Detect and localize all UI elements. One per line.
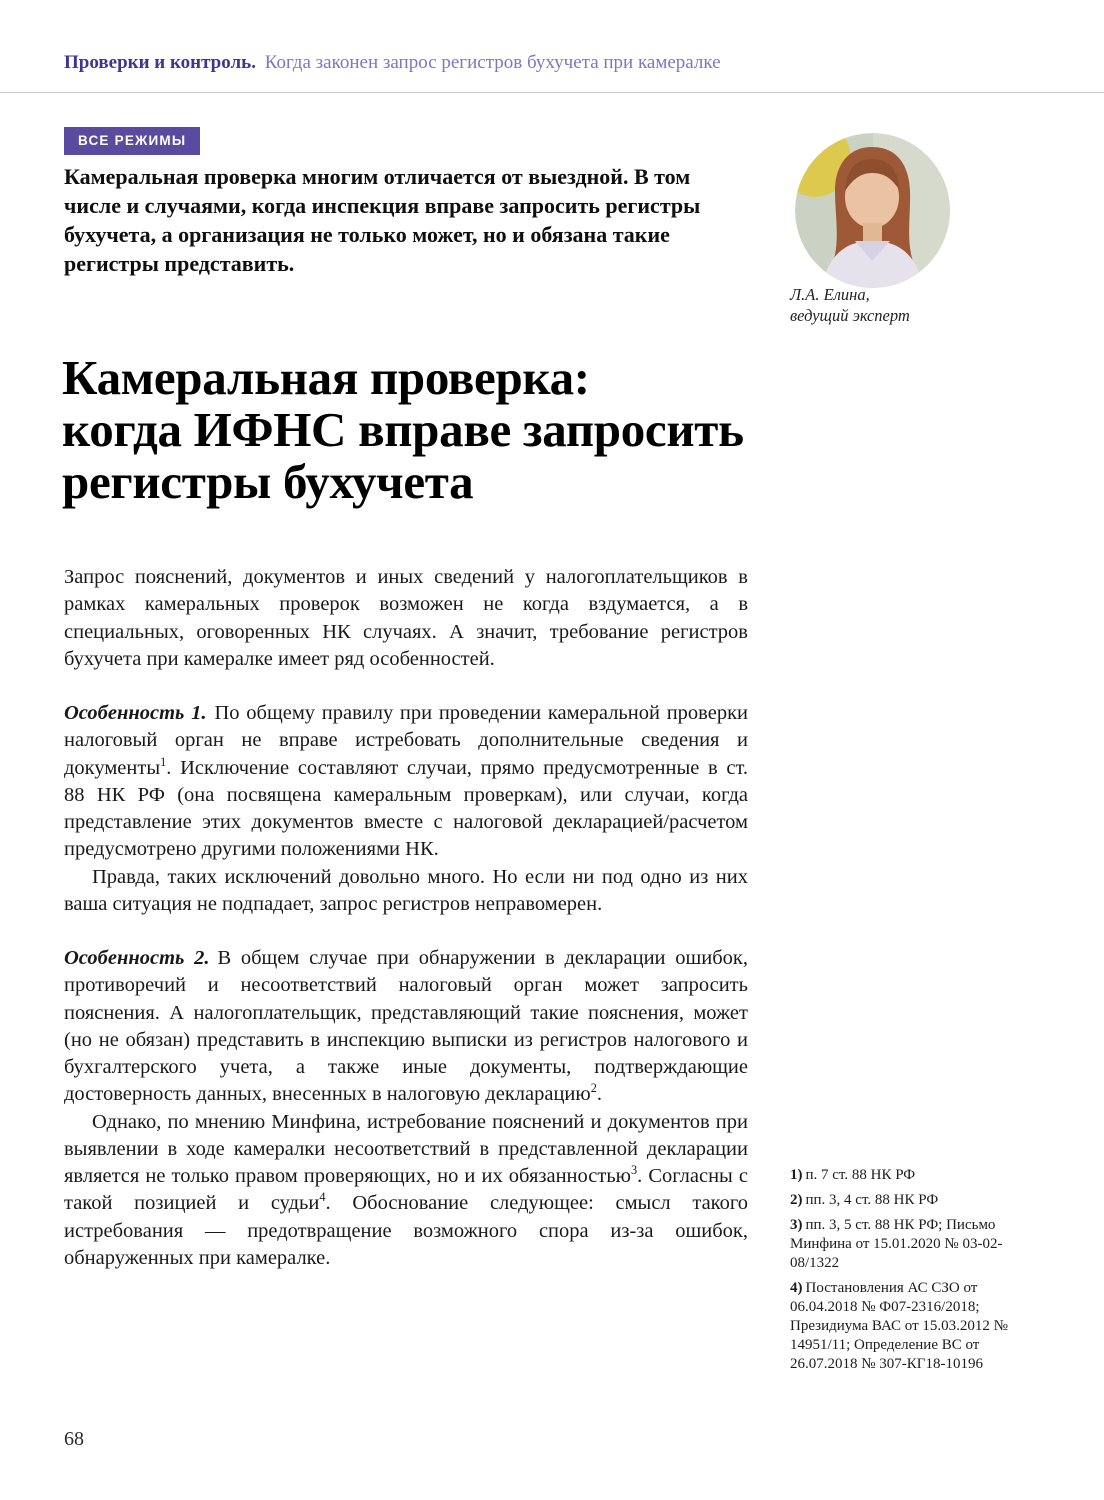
author-name: Л.А. Елина, <box>790 285 870 304</box>
page-number: 68 <box>64 1428 84 1450</box>
page-header <box>64 52 1044 75</box>
footnote-number: 4) <box>790 1280 803 1296</box>
modes-badge: ВСЕ РЕЖИМЫ <box>64 127 200 155</box>
paragraph-minfin-opinion: Однако, по мнению Минфина, истребование пояснений и документов при выявлении в ходе камералки несоответствий в представленной декларации является не только правом проверяющих, но и их обязанностью$^3$. Согласны с такой позицией и судьи$^4$. Обоснование следующее: смысл такого истребования — предотвращение возможного спора из-за ошибок, обнаруженных при камералке. <box>64 1110 748 1269</box>
footnote-item <box>790 1166 1042 1185</box>
author-caption <box>790 284 1030 326</box>
footnote-item <box>790 1191 1042 1210</box>
lead-paragraph: Камеральная проверка многим отличается от выездной. В том числе и случаями, когда инспекция вправе запросить регистры бухучета, а организация не только может, но и обязана такие регистры представить. <box>64 164 701 276</box>
footnote-text: пп. 3, 4 ст. 88 НК РФ <box>805 1192 939 1208</box>
paragraph-feature-1: Особенность 1. По общему правилу при проведении камеральной проверки налоговый орган не вправе истребовать дополнительные сведения и документы$^1$. Исключение составляют случаи, прямо предусмотренные в ст. 88 НК РФ (она посвящена камеральным проверкам), или случаи, когда представление этих документов вместе с налоговой декларацией/расчетом предусмотрено другими положениями НК. <box>64 702 748 861</box>
footnote-number: 3) <box>790 1217 803 1233</box>
intro-paragraph: Запрос пояснений, документов и иных сведений у налогоплательщиков в рамках камеральных проверок возможен не когда вздумается, а в специальных, оговоренных НК случаях. А значит, требование регистров бухучета при камералке имеет ряд особенностей. <box>64 566 748 670</box>
footnotes-list <box>790 1166 1042 1380</box>
article-body <box>64 564 748 1272</box>
footnote-text: Постановления АС СЗО от 06.04.2018 № Ф07-2316/2018; Президиума ВАС от 15.03.2012 № 14951/11; Определение ВС от 26.07.2018 № 307-КГ18-10196 <box>790 1280 1008 1372</box>
paragraph-feature-2: Особенность 2. В общем случае при обнаружении в декларации ошибок, противоречий и несоответствий налоговый орган может запросить пояснения. А налогоплательщик, представляющий такие пояснения, может (но не обязан) представить в инспекцию выписки из регистров налогового и бухгалтерского учета, а также иные документы, подтверждающие достоверность данных, внесенных в налоговую декларацию$^2$. <box>64 947 748 1106</box>
header-topic: Когда законен запрос регистров бухучета при камералке <box>264 52 721 73</box>
author-portrait-image <box>795 133 950 288</box>
footnote-text: п. 7 ст. 88 НК РФ <box>805 1167 916 1183</box>
header-rubric: Проверки и контроль. <box>64 52 256 73</box>
author-role: ведущий эксперт <box>790 306 910 326</box>
footnote-number: 1) <box>790 1167 803 1183</box>
footnote-item <box>790 1216 1042 1273</box>
footnote-number: 2) <box>790 1192 803 1208</box>
header-divider <box>0 92 1104 93</box>
author-photo <box>795 133 950 288</box>
footnote-item <box>790 1279 1042 1374</box>
title-line-3: регистры бухучета <box>62 454 474 509</box>
article-title <box>62 352 962 508</box>
footnote-text: пп. 3, 5 ст. 88 НК РФ; Письмо Минфина от 15.01.2020 № 03-02-08/1322 <box>790 1217 1003 1271</box>
title-line-1: Камеральная проверка: <box>62 350 590 405</box>
title-line-2: когда ИФНС вправе запросить <box>62 402 744 457</box>
paragraph-exceptions-note: Правда, таких исключений довольно много. Но если ни под одно из них ваша ситуация не подпадает, запрос регистров неправомерен. <box>64 865 748 915</box>
